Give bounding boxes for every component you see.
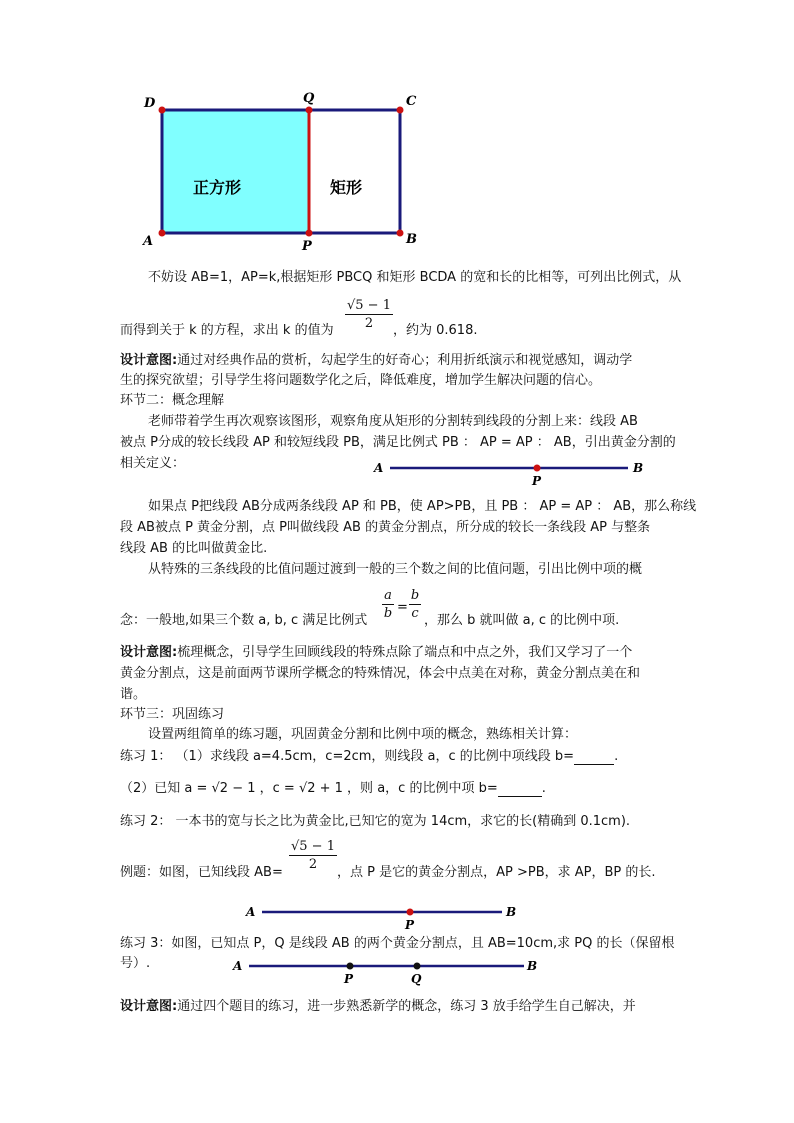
- exercise3-line1: 练习 3：如图，已知点 P，Q 是线段 AB 的两个黄金分割点，且 AB=10cm,求 PQ 的长（保留根: [120, 936, 675, 951]
- design1-text1: 通过对经典作品的赏析，勾起学生的好奇心；利用折纸演示和视觉感知，调动学: [177, 353, 633, 368]
- exercise1-part2-text: （2）已知 a = √2 − 1 ，c = √2 + 1 ，则 a，c 的比例中项 b=: [120, 781, 498, 796]
- answer-blank-2[interactable]: [498, 781, 542, 797]
- proportion-equals: =: [397, 600, 408, 615]
- exercise1-end: .: [614, 749, 619, 764]
- label-P: P: [302, 239, 312, 254]
- design-intent-label: 设计意图:: [120, 999, 178, 1014]
- exercise3-line2: 号）.: [120, 956, 151, 971]
- seg1-P: P: [532, 474, 542, 488]
- label-D: D: [144, 96, 156, 111]
- example-fraction-num: √5 − 1: [291, 839, 335, 854]
- exercise1-text: （1）求线段 a=4.5cm，c=2cm，则线段 a，c 的比例中项线段 b=: [175, 749, 575, 764]
- para3-line2: 段 AB被点 P 黄金分割，点 P叫做线段 AB 的黄金分割点，所分成的较长一条线段 AP 与整条: [120, 520, 651, 535]
- exercise2: 练习 2： 一本书的宽与长之比为黄金比,已知它的宽为 14cm，求它的长(精确到 0.1cm).: [120, 814, 631, 829]
- fraction-denominator: 2: [364, 316, 374, 331]
- seg3-A: A: [233, 959, 243, 973]
- fraction-sqrt5: [345, 298, 393, 331]
- segment-figure-1: [370, 458, 650, 488]
- design-intent-label: 设计意图:: [120, 645, 178, 660]
- section3-title: 环节三：巩固练习: [120, 707, 225, 722]
- para4-line2b: ，那么 b 就叫做 a, c 的比例中项.: [424, 613, 620, 628]
- proportion-left: [382, 588, 394, 621]
- para3-line3: 线段 AB 的比叫做黄金比.: [120, 541, 268, 556]
- design3-line1: [120, 995, 636, 1014]
- segment-figure-2: [244, 902, 529, 934]
- exercise1: [120, 745, 618, 765]
- seg2-P: P: [405, 918, 415, 932]
- design2-line3: 谐。: [120, 687, 147, 702]
- exercise1-label: 练习 1：: [120, 749, 172, 764]
- para5-line1: 设置两组简单的练习题，巩固黄金分割和比例中项的概念，熟练相关计算：: [148, 727, 578, 742]
- segment-figure-3: [229, 956, 541, 988]
- design1-line1: [120, 349, 632, 368]
- exercise1-part2-end: .: [541, 781, 546, 796]
- label-B: B: [406, 232, 417, 247]
- seg1-A: A: [374, 461, 384, 475]
- example-fraction: [289, 839, 337, 872]
- proportion-right: [409, 588, 421, 621]
- para1-line2b: ，约为 0.618.: [393, 323, 478, 338]
- label-C: C: [406, 94, 417, 109]
- prop-num1: a: [384, 588, 392, 603]
- design1-line2: 生的探究欲望；引导学生将问题数学化之后，降低难度，增加学生解决问题的信心。: [120, 373, 602, 388]
- rectangle-label: 矩形: [330, 178, 363, 197]
- label-Q: Q: [303, 91, 315, 106]
- para4-line2a: 念：一般地,如果三个数 a, b, c 满足比例式: [120, 613, 368, 628]
- label-A: A: [143, 234, 154, 249]
- seg3-Q: Q: [411, 972, 422, 986]
- exercise1-part2: [120, 777, 546, 797]
- fraction-numerator: √5 − 1: [347, 298, 391, 313]
- design2-line2: 黄金分割点，这是前面两节课所学概念的特殊情况，体会中点美在对称，黄金分割点美在和: [120, 666, 641, 681]
- prop-den1: b: [383, 606, 393, 621]
- para2-line3: 相关定义：: [120, 456, 186, 471]
- seg3-B: B: [527, 959, 538, 973]
- seg1-B: B: [633, 461, 644, 475]
- para4-line1: 从特殊的三条线段的比值问题过渡到一般的三个数之间的比值问题，引出比例中项的概: [148, 562, 643, 577]
- golden-rectangle-figure: [130, 85, 430, 255]
- design-intent-label: 设计意图:: [120, 353, 178, 368]
- prop-den2: c: [411, 606, 419, 621]
- design2-text1: 梳理概念，引导学生回顾线段的特殊点除了端点和中点之外，我们又学习了一个: [177, 645, 633, 660]
- seg2-B: B: [506, 905, 517, 919]
- seg3-P: P: [344, 972, 354, 986]
- example-fraction-den: 2: [308, 857, 318, 872]
- para2-line1: 老师带着学生再次观察该图形，观察角度从矩形的分割转到线段的分割上来：线段 AB: [148, 414, 638, 429]
- seg2-A: A: [246, 905, 256, 919]
- para1-line2a: 而得到关于 k 的方程，求出 k 的值为: [120, 323, 334, 338]
- example-text-b: ，点 P 是它的黄金分割点，AP >PB，求 AP，BP 的长.: [337, 865, 656, 880]
- prop-num2: b: [410, 588, 420, 603]
- design3-text1: 通过四个题目的练习，进一步熟悉新学的概念，练习 3 放手给学生自己解决，并: [177, 999, 636, 1014]
- section2-title: 环节二：概念理解: [120, 393, 225, 408]
- para1-line1: 不妨设 AB=1，AP=k,根据矩形 PBCQ 和矩形 BCDA 的宽和长的比相等，可列出比例式，从: [148, 270, 682, 285]
- design2-line1: [120, 641, 632, 660]
- square-label: 正方形: [193, 178, 242, 197]
- para3-line1: 如果点 P把线段 AB分成两条线段 AP 和 PB，使 AP>PB，且 PB ： AP = AP ： AB，那么称线: [148, 499, 697, 514]
- answer-blank-1[interactable]: [574, 749, 614, 765]
- example-text-a: 例题：如图，已知线段 AB=: [120, 865, 283, 880]
- para2-line2: 被点 P分成的较长线段 AP 和较短线段 PB，满足比例式 PB ： AP = AP ： AB，引出黄金分割的: [120, 435, 676, 450]
